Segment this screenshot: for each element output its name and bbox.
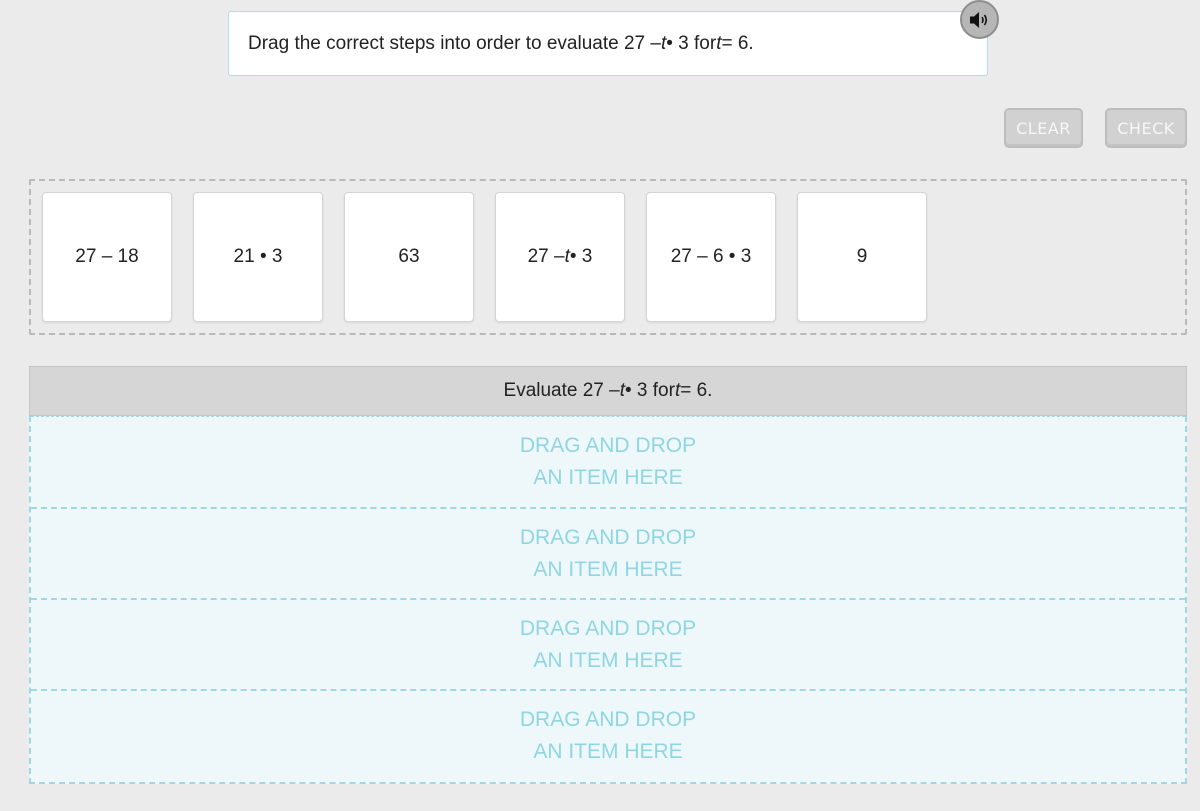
- prompt-text-middle: • 3 for: [666, 32, 717, 54]
- tile-variable: t: [564, 246, 570, 267]
- prompt-text-after: = 6.: [721, 32, 754, 54]
- tile-label: 9: [856, 246, 868, 267]
- prompt-variable: t: [660, 32, 667, 54]
- drop-zone-line2: AN ITEM HERE: [533, 648, 683, 672]
- answer-tile[interactable]: [646, 192, 776, 322]
- drop-zone[interactable]: [31, 416, 1185, 507]
- drop-zone[interactable]: [31, 507, 1185, 598]
- tile-label-after: • 3: [569, 246, 593, 267]
- ordering-work-area: [29, 366, 1187, 784]
- work-area-header: [29, 366, 1187, 416]
- answer-tile[interactable]: [344, 192, 474, 322]
- answer-tile[interactable]: [42, 192, 172, 322]
- audio-button[interactable]: [960, 0, 999, 39]
- tile-label: 63: [398, 246, 420, 267]
- answer-tile[interactable]: [495, 192, 625, 322]
- answer-tile-tray: [29, 179, 1187, 335]
- header-text-middle: • 3 for: [625, 380, 675, 401]
- drop-zone-line2: AN ITEM HERE: [533, 739, 683, 763]
- tile-label: 27 – 6 • 3: [670, 246, 752, 267]
- drop-zone-line1: DRAG AND DROP: [519, 707, 697, 731]
- drop-zone[interactable]: [31, 689, 1185, 780]
- drop-zone-line1: DRAG AND DROP: [519, 525, 697, 549]
- drop-zone[interactable]: [31, 598, 1185, 689]
- header-variable: t: [674, 380, 681, 401]
- prompt-variable: t: [716, 32, 722, 54]
- header-variable: t: [619, 380, 625, 401]
- drop-zone-list: [29, 416, 1187, 784]
- header-text-before: Evaluate 27 –: [503, 380, 620, 401]
- drop-zone-line1: DRAG AND DROP: [519, 434, 697, 457]
- tile-label: 21 • 3: [233, 246, 283, 267]
- drop-zone-line2: AN ITEM HERE: [533, 557, 683, 581]
- prompt-text-before: Drag the correct steps into order to evaluate 27 –: [248, 32, 661, 54]
- speaker-icon: [968, 10, 992, 30]
- answer-tile[interactable]: [797, 192, 927, 322]
- check-button[interactable]: CHECK: [1105, 108, 1187, 148]
- answer-tile[interactable]: [193, 192, 323, 322]
- header-text-after: = 6.: [680, 380, 713, 401]
- instruction-prompt: [228, 11, 988, 76]
- tile-label: 27 – 18: [75, 246, 139, 267]
- clear-button[interactable]: CLEAR: [1004, 108, 1083, 148]
- drop-zone-line1: DRAG AND DROP: [519, 616, 697, 640]
- drop-zone-line2: AN ITEM HERE: [533, 466, 683, 489]
- tile-label-before: 27 –: [527, 246, 565, 267]
